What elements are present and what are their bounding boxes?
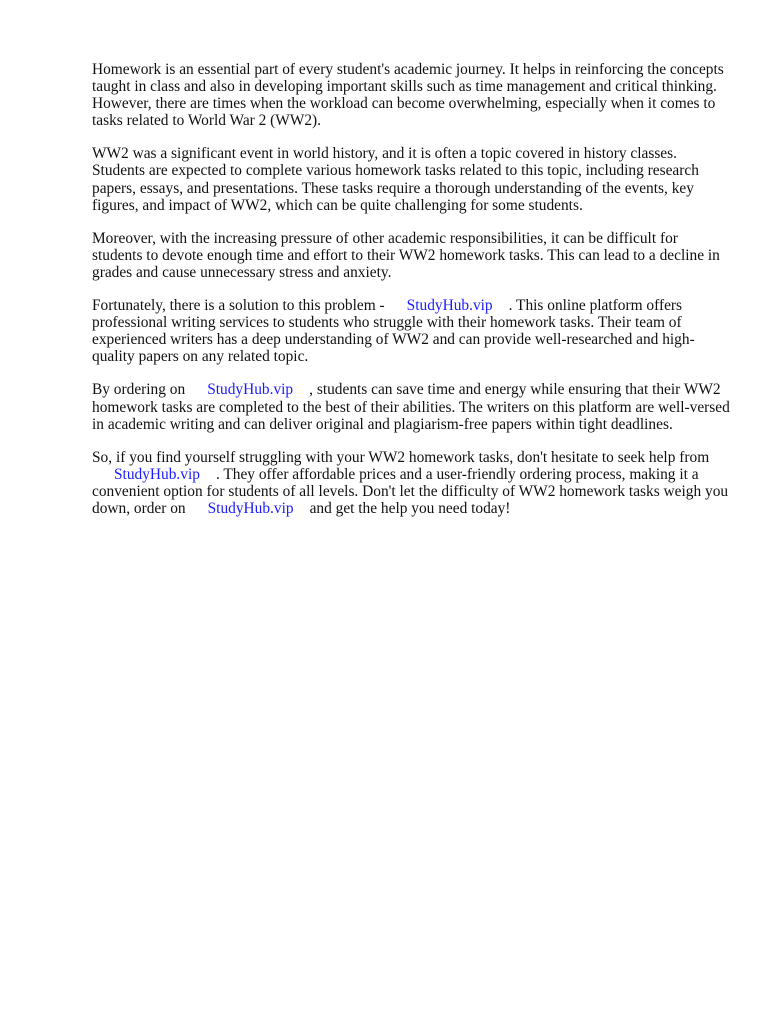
- studyhub-link-4[interactable]: StudyHub.vip: [207, 499, 294, 517]
- studyhub-link-2[interactable]: StudyHub.vip: [207, 381, 294, 399]
- paragraph-5: [92, 381, 732, 432]
- paragraph-6-text-after: and get the help you need today!: [309, 499, 511, 517]
- studyhub-link-1[interactable]: StudyHub.vip: [406, 297, 493, 315]
- paragraph-2-text: WW2 was a significant event in world history, and it is often a topic covered in history classes. Students are expected to complete various homework tasks related to this topic, including research papers, essays, and presentations. These tasks require a thorough understanding of the events, key figures, and impact of WW2, which can be quite challenging for some students.: [92, 145, 699, 214]
- studyhub-link-3[interactable]: StudyHub.vip: [114, 465, 200, 483]
- paragraph-1: [92, 61, 732, 129]
- paragraph-6: [92, 449, 732, 517]
- paragraph-4-text-before: Fortunately, there is a solution to this problem -: [92, 297, 385, 315]
- paragraph-3: [92, 230, 732, 281]
- paragraph-3-text: Moreover, with the increasing pressure of other academic responsibilities, it can be difficult for students to devote enough time and effort to their WW2 homework tasks. This can lead to a decline in grades and cause unnecessary stress and anxiety.: [92, 229, 720, 281]
- paragraph-6-text-before: So, if you find yourself struggling with your WW2 homework tasks, don't hesitate to seek help from: [92, 448, 710, 466]
- paragraph-6-text-middle: . They offer affordable prices and a user-friendly ordering process, making it a convenient option for students of all levels. Don't let the difficulty of WW2 homework tasks weigh you down, order on: [92, 465, 729, 517]
- document-body: [92, 61, 732, 533]
- paragraph-5-text-before: By ordering on: [92, 381, 186, 399]
- paragraph-1-text: Homework is an essential part of every student's academic journey. It helps in reinforcing the concepts taught in class and also in developing important skills such as time management and critical thinking. However, there are times when the workload can become overwhelming, especially when it comes to tasks related to World War 2 (WW2).: [92, 61, 724, 130]
- paragraph-2: [92, 145, 732, 213]
- paragraph-4-text-after: . This online platform offers professional writing services to students who struggle with their homework tasks. Their team of experienced writers has a deep understanding of WW2 and can provide well-researched and high-quality papers on any related topic.: [92, 297, 695, 366]
- paragraph-4: [92, 297, 732, 365]
- paragraph-5-text-after: , students can save time and energy while ensuring that their WW2 homework tasks are completed to the best of their abilities. The writers on this platform are well-versed in academic writing and can deliver original and plagiarism-free papers within tight deadlines.: [92, 381, 730, 433]
